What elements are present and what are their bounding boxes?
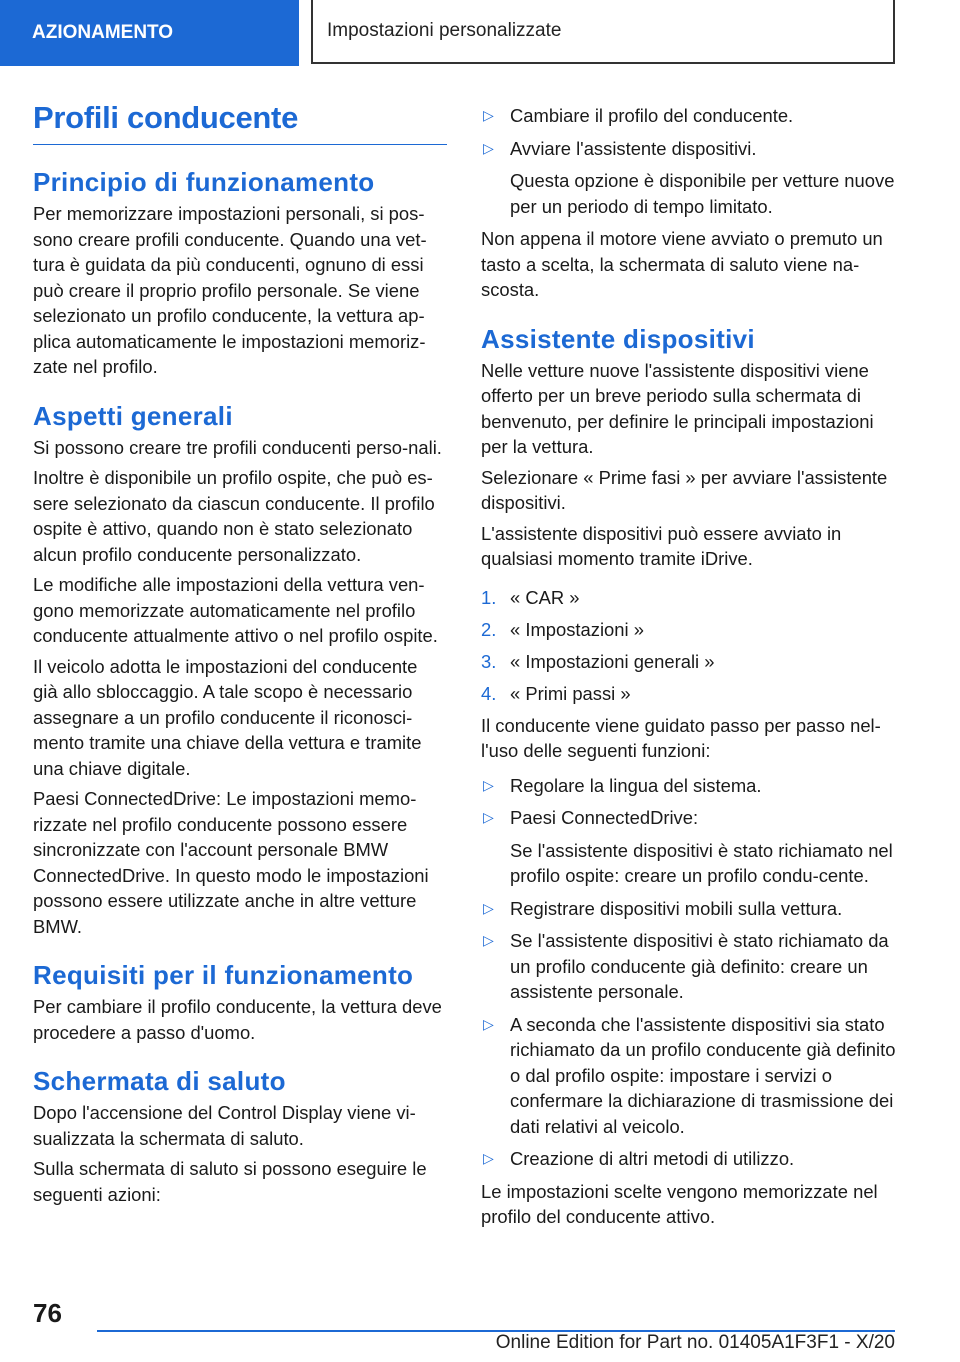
section-tab: AZIONAMENTO — [0, 0, 299, 66]
list-item-note: Questa opzione è disponibile per vetture nuove per un periodo di tempo limitato. — [510, 170, 895, 217]
heading-principle: Principio di funzionamento — [33, 167, 375, 197]
footer-edition: Online Edition for Part no. 01405A1F3F1 - X/20 — [495, 1332, 895, 1353]
list-item: ▷ Registrare dispositivi mobili sulla vettura. — [481, 896, 897, 922]
left-column — [33, 100, 447, 1212]
list-item: ▷ Cambiare il profilo del conducente. — [481, 103, 897, 129]
page-header — [0, 0, 960, 66]
page-title: Profili conducente — [33, 100, 447, 145]
triangle-bullet-icon: ▷ — [483, 932, 494, 948]
paragraph: Paesi ConnectedDrive: Le impostazioni memo-rizzate nel profilo conducente possono essere sincronizzate con l'account personale BMW ConnectedDrive. In questo modo le impostazioni possono essere utilizzate anche in altre vetture BMW. — [33, 788, 429, 937]
paragraph: Il veicolo adotta le impostazioni del conducente già allo sbloccaggio. A tale scopo è necessario assegnare a un profilo conducente il riconosci-mento tramite una chiave della vettura e tramite una chiave digitale. — [33, 655, 422, 779]
paragraph: Le impostazioni scelte vengono memorizzate nel profilo del conducente attivo. — [481, 1180, 878, 1227]
heading-device-assistant: Assistente dispositivi — [481, 323, 755, 354]
step-item: 4. « Primi passi » — [481, 682, 631, 704]
triangle-bullet-icon: ▷ — [483, 809, 494, 825]
triangle-bullet-icon: ▷ — [483, 899, 494, 916]
paragraph: Selezionare « Prime fasi » per avviare l'assistente dispositivi. — [481, 466, 888, 513]
paragraph: Dopo l'accensione del Control Display viene vi-sualizzata la schermata di saluto. — [33, 1102, 416, 1149]
triangle-bullet-icon: ▷ — [483, 776, 494, 793]
list-item: ▷ Avviare l'assistente dispositivi. — [481, 136, 897, 162]
list-item: ▷ Creazione di altri metodi di utilizzo. — [481, 1146, 897, 1172]
right-column — [481, 103, 897, 1235]
paragraph: Il conducente viene guidato passo per passo nel-l'uso delle seguenti funzioni: — [481, 714, 881, 761]
paragraph: Non appena il motore viene avviato o premuto un tasto a scelta, la schermata di saluto viene na-scosta. — [481, 228, 883, 300]
page-number: 76 — [33, 1298, 62, 1328]
paragraph: Sulla schermata di saluto si possono eseguire le seguenti azioni: — [33, 1158, 427, 1205]
heading-general: Aspetti generali — [33, 400, 233, 431]
paragraph: Le modifiche alle impostazioni della vettura ven-gono memorizzate automaticamente nel profilo conducente attualmente attivo o nel profilo ospite. — [33, 574, 438, 646]
paragraph: L'assistente dispositivi può essere avviato in qualsiasi momento tramite iDrive. — [481, 522, 842, 569]
heading-welcome-screen: Schermata di saluto — [33, 1066, 286, 1096]
list-item: ▷ Paesi ConnectedDrive: — [481, 805, 897, 831]
triangle-bullet-icon: ▷ — [483, 139, 494, 156]
chapter-title: Impostazioni personalizzate — [311, 0, 895, 64]
triangle-bullet-icon: ▷ — [483, 1150, 494, 1166]
triangle-bullet-icon: ▷ — [483, 107, 494, 123]
list-item: ▷ Regolare la lingua del sistema. — [481, 773, 897, 799]
list-item: ▷ Se l'assistente dispositivi è stato richiamato da un profilo conducente già definito: creare un assistente personale. — [483, 930, 889, 1002]
paragraph: Nelle vetture nuove l'assistente dispositivi viene offerto per un breve periodo sulla schermata di benvenuto, per definire le principali impostazioni per la vettura. — [481, 359, 874, 457]
list-item-note: Se l'assistente dispositivi è stato richiamato nel profilo ospite: creare un profilo condu-cente. — [510, 839, 893, 886]
list-item: ▷ A seconda che l'assistente dispositivi sia stato richiamato da un profilo conducente già definito o dal profilo ospite: impostare i servizi o confermare la dichiarazione di trasmissione dei dati relativi al veicolo. — [483, 1013, 896, 1137]
paragraph: Si possono creare tre profili conducenti perso-nali. — [33, 436, 442, 458]
paragraph: Per cambiare il profilo conducente, la vettura deve procedere a passo d'uomo. — [33, 996, 442, 1043]
step-item: 3. « Impostazioni generali » — [481, 650, 715, 672]
step-item: 1. « CAR » — [481, 586, 580, 608]
step-item: 2. « Impostazioni » — [481, 618, 644, 640]
paragraph: Per memorizzare impostazioni personali, si pos-sono creare profili conducente. Quando una vet-tura è guidata da più conducenti, ognuno di essi può creare il proprio profilo personale. Se viene selezionato un profilo conducente, la vettura ap-plica automaticamente le impostazioni memoriz-zate nel profilo. — [33, 203, 427, 377]
paragraph: Inoltre è disponibile un profilo ospite, che può es-sere selezionato da ciascun conducente. Il profilo ospite è attivo, quando non è stato selezionato alcun profilo conducente personalizzato. — [33, 467, 435, 565]
triangle-bullet-icon: ▷ — [483, 1015, 494, 1032]
heading-requirements: Requisiti per il funzionamento — [33, 960, 414, 990]
